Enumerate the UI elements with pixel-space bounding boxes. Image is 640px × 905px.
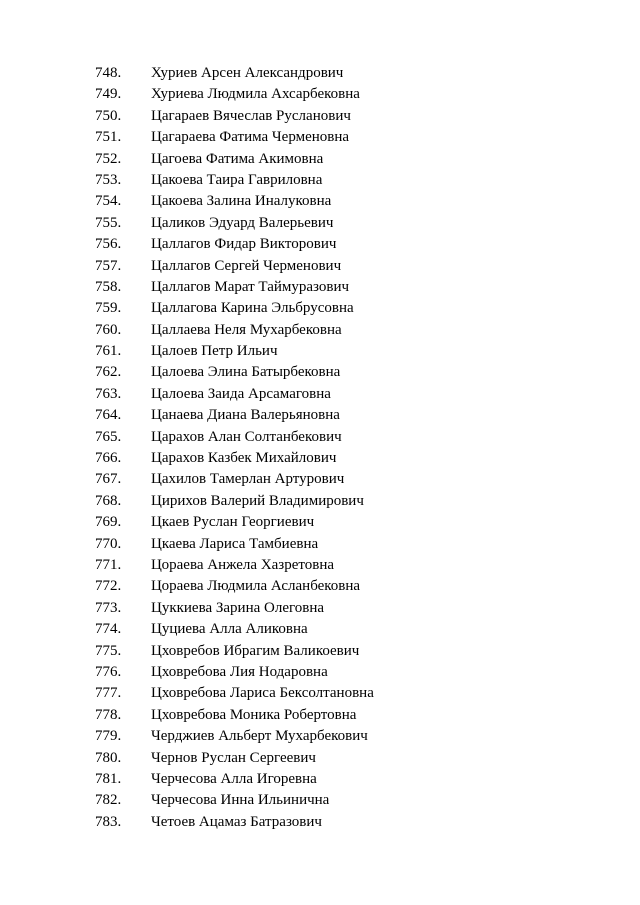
- entry-name: Цкаева Лариса Тамбиевна: [151, 535, 319, 552]
- list-item: [0, 84, 640, 105]
- list-item: [0, 662, 640, 683]
- entry-number: 769.: [95, 514, 122, 531]
- entry-number: 748.: [95, 65, 122, 81]
- entry-number: 782.: [95, 792, 122, 809]
- entry-number: 775.: [95, 642, 122, 659]
- list-item: [0, 576, 640, 597]
- entry-name: Цалоев Петр Ильич: [151, 343, 278, 360]
- entry-number: 759.: [95, 300, 122, 317]
- entry-name: Цкаев Руслан Георгиевич: [151, 514, 315, 531]
- list-item: [0, 427, 640, 448]
- entry-number: 750.: [95, 107, 122, 124]
- list-item: [0, 534, 640, 555]
- entry-name: Цакоева Таира Гавриловна: [151, 171, 323, 188]
- entry-name: Цирихов Валерий Владимирович: [151, 492, 364, 509]
- entry-number: 783.: [95, 813, 122, 830]
- entry-name: Цаллагов Сергей Черменович: [151, 257, 342, 274]
- entry-name: Цуциева Алла Аликовна: [151, 621, 308, 638]
- entry-number: 760.: [95, 321, 122, 338]
- list-item: [0, 469, 640, 490]
- list-item: [0, 191, 640, 212]
- list-item: [0, 234, 640, 255]
- list-item: [0, 362, 640, 383]
- list-item: [0, 748, 640, 769]
- entry-number: 756.: [95, 236, 122, 253]
- entry-name: Цховребова Лариса Бексолтановна: [151, 685, 374, 702]
- list-item: [0, 106, 640, 127]
- list-item: [0, 726, 640, 747]
- entry-number: 757.: [95, 257, 122, 274]
- list-item: [0, 448, 640, 469]
- entry-number: 766.: [95, 450, 122, 467]
- list-item: [0, 213, 640, 234]
- list-item: [0, 320, 640, 341]
- list-item: [0, 683, 640, 704]
- entry-name: Цагараева Фатима Черменовна: [151, 129, 350, 146]
- entry-name: Цаллагов Марат Таймуразович: [151, 278, 350, 295]
- entry-number: 767.: [95, 471, 122, 488]
- entry-name: Цховребова Лия Нодаровна: [151, 663, 328, 680]
- entry-name: Цагоева Фатима Акимовна: [151, 150, 324, 167]
- list-item: [0, 619, 640, 640]
- entry-name: Хуриева Людмила Ахсарбековна: [151, 86, 360, 103]
- entry-number: 781.: [95, 770, 122, 787]
- list-item: [0, 63, 640, 84]
- entry-name: Царахов Казбек Михайлович: [151, 450, 337, 467]
- entry-name: Цакоева Залина Иналуковна: [151, 193, 332, 210]
- entry-name: Чернов Руслан Сергеевич: [151, 749, 316, 766]
- entry-number: 779.: [95, 728, 122, 745]
- entry-name: Цаликов Эдуард Валерьевич: [151, 214, 334, 231]
- entry-name: Цалоева Элина Батырбековна: [151, 364, 341, 381]
- entry-number: 758.: [95, 278, 122, 295]
- entry-number: 765.: [95, 428, 122, 445]
- list-item: [0, 384, 640, 405]
- list-item: [0, 512, 640, 533]
- entry-name: Цанаева Диана Валерьяновна: [151, 407, 340, 424]
- entry-name: Цховребов Ибрагим Валикоевич: [151, 642, 360, 659]
- entry-name: Черчесова Алла Игоревна: [151, 770, 317, 787]
- entry-name: Цаллагов Фидар Викторович: [151, 236, 337, 253]
- list-item: [0, 812, 640, 833]
- list-item: [0, 705, 640, 726]
- entry-name: Цахилов Тамерлан Артурович: [151, 471, 345, 488]
- numbered-name-list: [0, 63, 640, 833]
- entry-number: 752.: [95, 150, 122, 167]
- entry-name: Цагараев Вячеслав Русланович: [151, 107, 351, 124]
- entry-number: 749.: [95, 86, 122, 103]
- entry-number: 751.: [95, 129, 122, 146]
- entry-number: 763.: [95, 385, 122, 402]
- entry-number: 753.: [95, 171, 122, 188]
- entry-number: 771.: [95, 556, 122, 573]
- entry-name: Цаллаева Неля Мухарбековна: [151, 321, 342, 338]
- list-item: [0, 790, 640, 811]
- entry-number: 768.: [95, 492, 122, 509]
- entry-number: 772.: [95, 578, 122, 595]
- entry-name: Царахов Алан Солтанбекович: [151, 428, 342, 445]
- entry-name: Цалоева Заида Арсамаговна: [151, 385, 331, 402]
- entry-name: Хуриев Арсен Александрович: [151, 65, 344, 81]
- list-item: [0, 298, 640, 319]
- entry-number: 777.: [95, 685, 122, 702]
- list-item: [0, 256, 640, 277]
- list-item: [0, 641, 640, 662]
- list-item: [0, 491, 640, 512]
- entry-number: 773.: [95, 599, 122, 616]
- entry-number: 755.: [95, 214, 122, 231]
- entry-name: Цховребова Моника Робертовна: [151, 706, 357, 723]
- entry-name: Черчесова Инна Ильинична: [151, 792, 330, 809]
- entry-number: 762.: [95, 364, 122, 381]
- list-item: [0, 555, 640, 576]
- entry-number: 778.: [95, 706, 122, 723]
- list-item: [0, 769, 640, 790]
- entry-name: Черджиев Альберт Мухарбекович: [151, 728, 368, 745]
- list-item: [0, 341, 640, 362]
- list-item: [0, 127, 640, 148]
- entry-name: Цораева Анжела Хазретовна: [151, 556, 335, 573]
- list-item: [0, 277, 640, 298]
- entry-name: Цуккиева Зарина Олеговна: [151, 599, 325, 616]
- entry-number: 761.: [95, 343, 122, 360]
- entry-number: 770.: [95, 535, 122, 552]
- list-item: [0, 170, 640, 191]
- entry-number: 764.: [95, 407, 122, 424]
- entry-name: Четоев Ацамаз Батразович: [151, 813, 322, 830]
- entry-name: Цаллагова Карина Эльбрусовна: [151, 300, 354, 317]
- entry-number: 754.: [95, 193, 122, 210]
- list-item: [0, 405, 640, 426]
- list-item: [0, 149, 640, 170]
- entry-number: 774.: [95, 621, 122, 638]
- list-item: [0, 598, 640, 619]
- entry-number: 776.: [95, 663, 122, 680]
- entry-number: 780.: [95, 749, 122, 766]
- entry-name: Цораева Людмила Асланбековна: [151, 578, 361, 595]
